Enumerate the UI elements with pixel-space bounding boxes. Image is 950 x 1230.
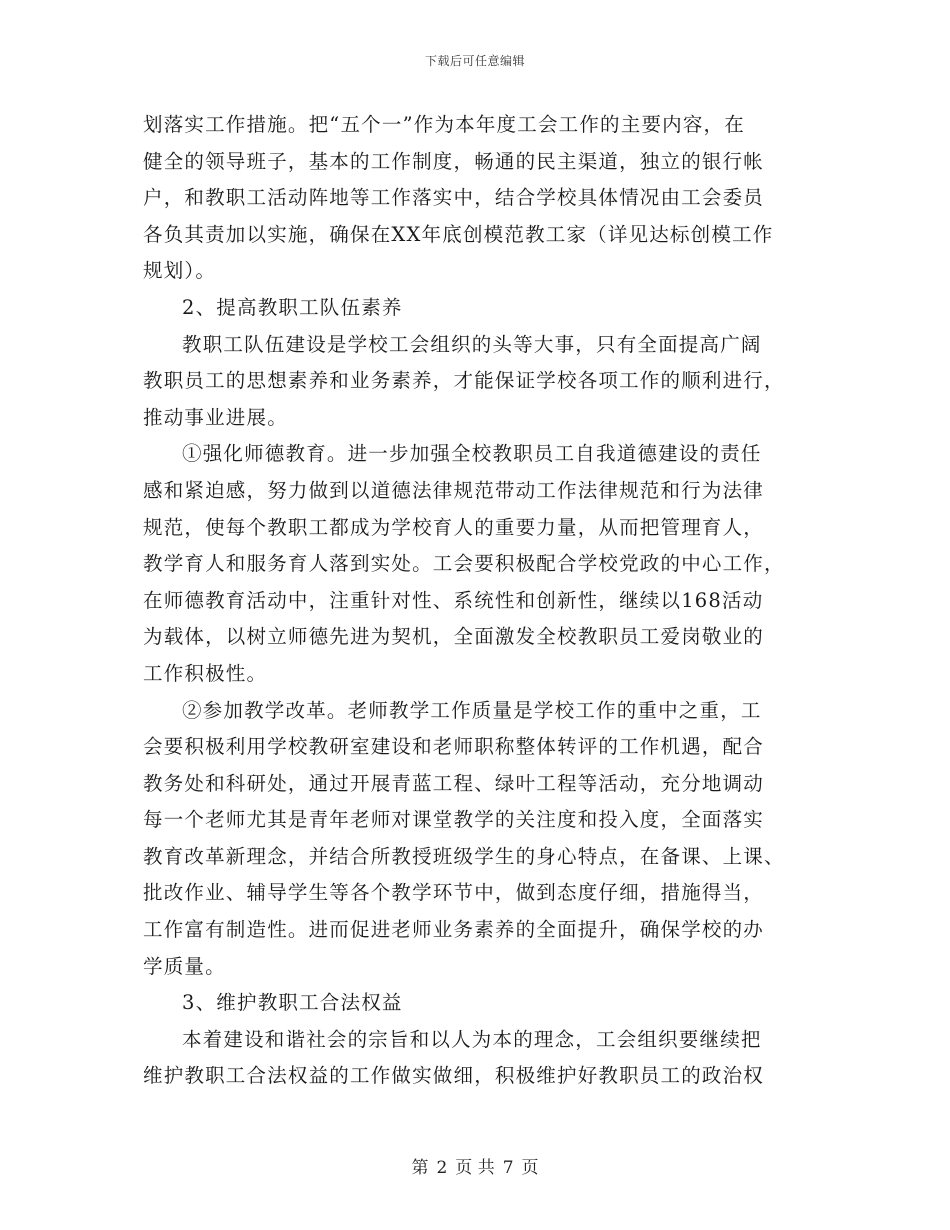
text-line: 每一个老师尤其是青年老师对课堂教学的关注度和投入度，全面落实 — [143, 808, 765, 832]
text-line: 本着建设和谐社会的宗旨和以人为本的理念，工会组织要继续把 — [182, 1027, 762, 1051]
text-line: 教职员工的思想素养和业务素养，才能保证学校各项工作的顺利进行， — [143, 369, 785, 393]
text-line: 推动事业进展。 — [143, 405, 288, 429]
text-line: 3、维护教职工合法权益 — [182, 991, 403, 1015]
footer-current-page: 2 — [436, 1158, 448, 1178]
text-line: 规划）。 — [143, 259, 217, 283]
page-header: 下载后可任意编辑 — [424, 54, 525, 68]
text-line: 会要积极利用学校教研室建设和老师职称整体转评的工作机遇，配合 — [143, 735, 765, 759]
text-line: 教学育人和服务育人落到实处。工会要积极配合学校党政的中心工作， — [143, 552, 785, 576]
text-line: 批改作业、辅导学生等各个教学环节中，做到态度仔细，措施得当， — [143, 881, 765, 905]
footer-suffix: 页 — [521, 1158, 539, 1178]
text-line: 在师德教育活动中，注重针对性、系统性和创新性，继续以168活动 — [143, 588, 764, 612]
text-line: 教务处和科研处，通过开展青蓝工程、绿叶工程等活动，充分地调动 — [143, 771, 765, 795]
page-footer — [0, 1153, 950, 1178]
footer-prefix: 第 — [411, 1158, 429, 1178]
text-line: 维护教职工合法权益的工作做实做细，积极维护好教职员工的政治权 — [143, 1064, 765, 1088]
text-line: 工作富有制造性。进而促进老师业务素养的全面提升，确保学校的办 — [143, 918, 765, 942]
text-line: 户，和教职工活动阵地等工作落实中，结合学校具体情况由工会委员 — [143, 186, 765, 210]
text-line: ①强化师德教育。进一步加强全校教职员工自我道德建设的责任 — [182, 442, 762, 466]
text-line: ②参加教学改革。老师教学工作质量是学校工作的重中之重，工 — [182, 698, 762, 722]
text-line: 学质量。 — [143, 954, 226, 978]
text-line: 教职工队伍建设是学校工会组织的头等大事，只有全面提高广阔 — [182, 332, 762, 356]
text-line: 各负其责加以实施，确保在XX年底创模范教工家（详见达标创模工作 — [143, 222, 774, 246]
text-line: 划落实工作措施。把“五个一”作为本年度工会工作的主要内容，在 — [143, 113, 745, 136]
text-line: 2、提高教职工队伍素养 — [182, 295, 403, 319]
text-line: 规范，使每个教职工都成为学校育人的重要力量，从而把管理育人， — [143, 515, 765, 539]
text-line: 健全的领导班子，基本的工作制度，畅通的民主渠道，独立的银行帐 — [143, 149, 765, 173]
text-line: 感和紧迫感，努力做到以道德法律规范带动工作法律规范和行为法律 — [143, 478, 765, 502]
document-body — [143, 107, 803, 1095]
footer-total-pages: 7 — [502, 1158, 514, 1178]
text-line: 工作积极性。 — [143, 661, 268, 685]
text-line: 教育改革新理念，并结合所教授班级学生的身心特点，在备课、上课、 — [143, 844, 785, 868]
footer-middle: 页 共 — [455, 1158, 495, 1178]
text-line: 为载体，以树立师德先进为契机，全面激发全校教职员工爱岗敬业的 — [143, 625, 765, 649]
